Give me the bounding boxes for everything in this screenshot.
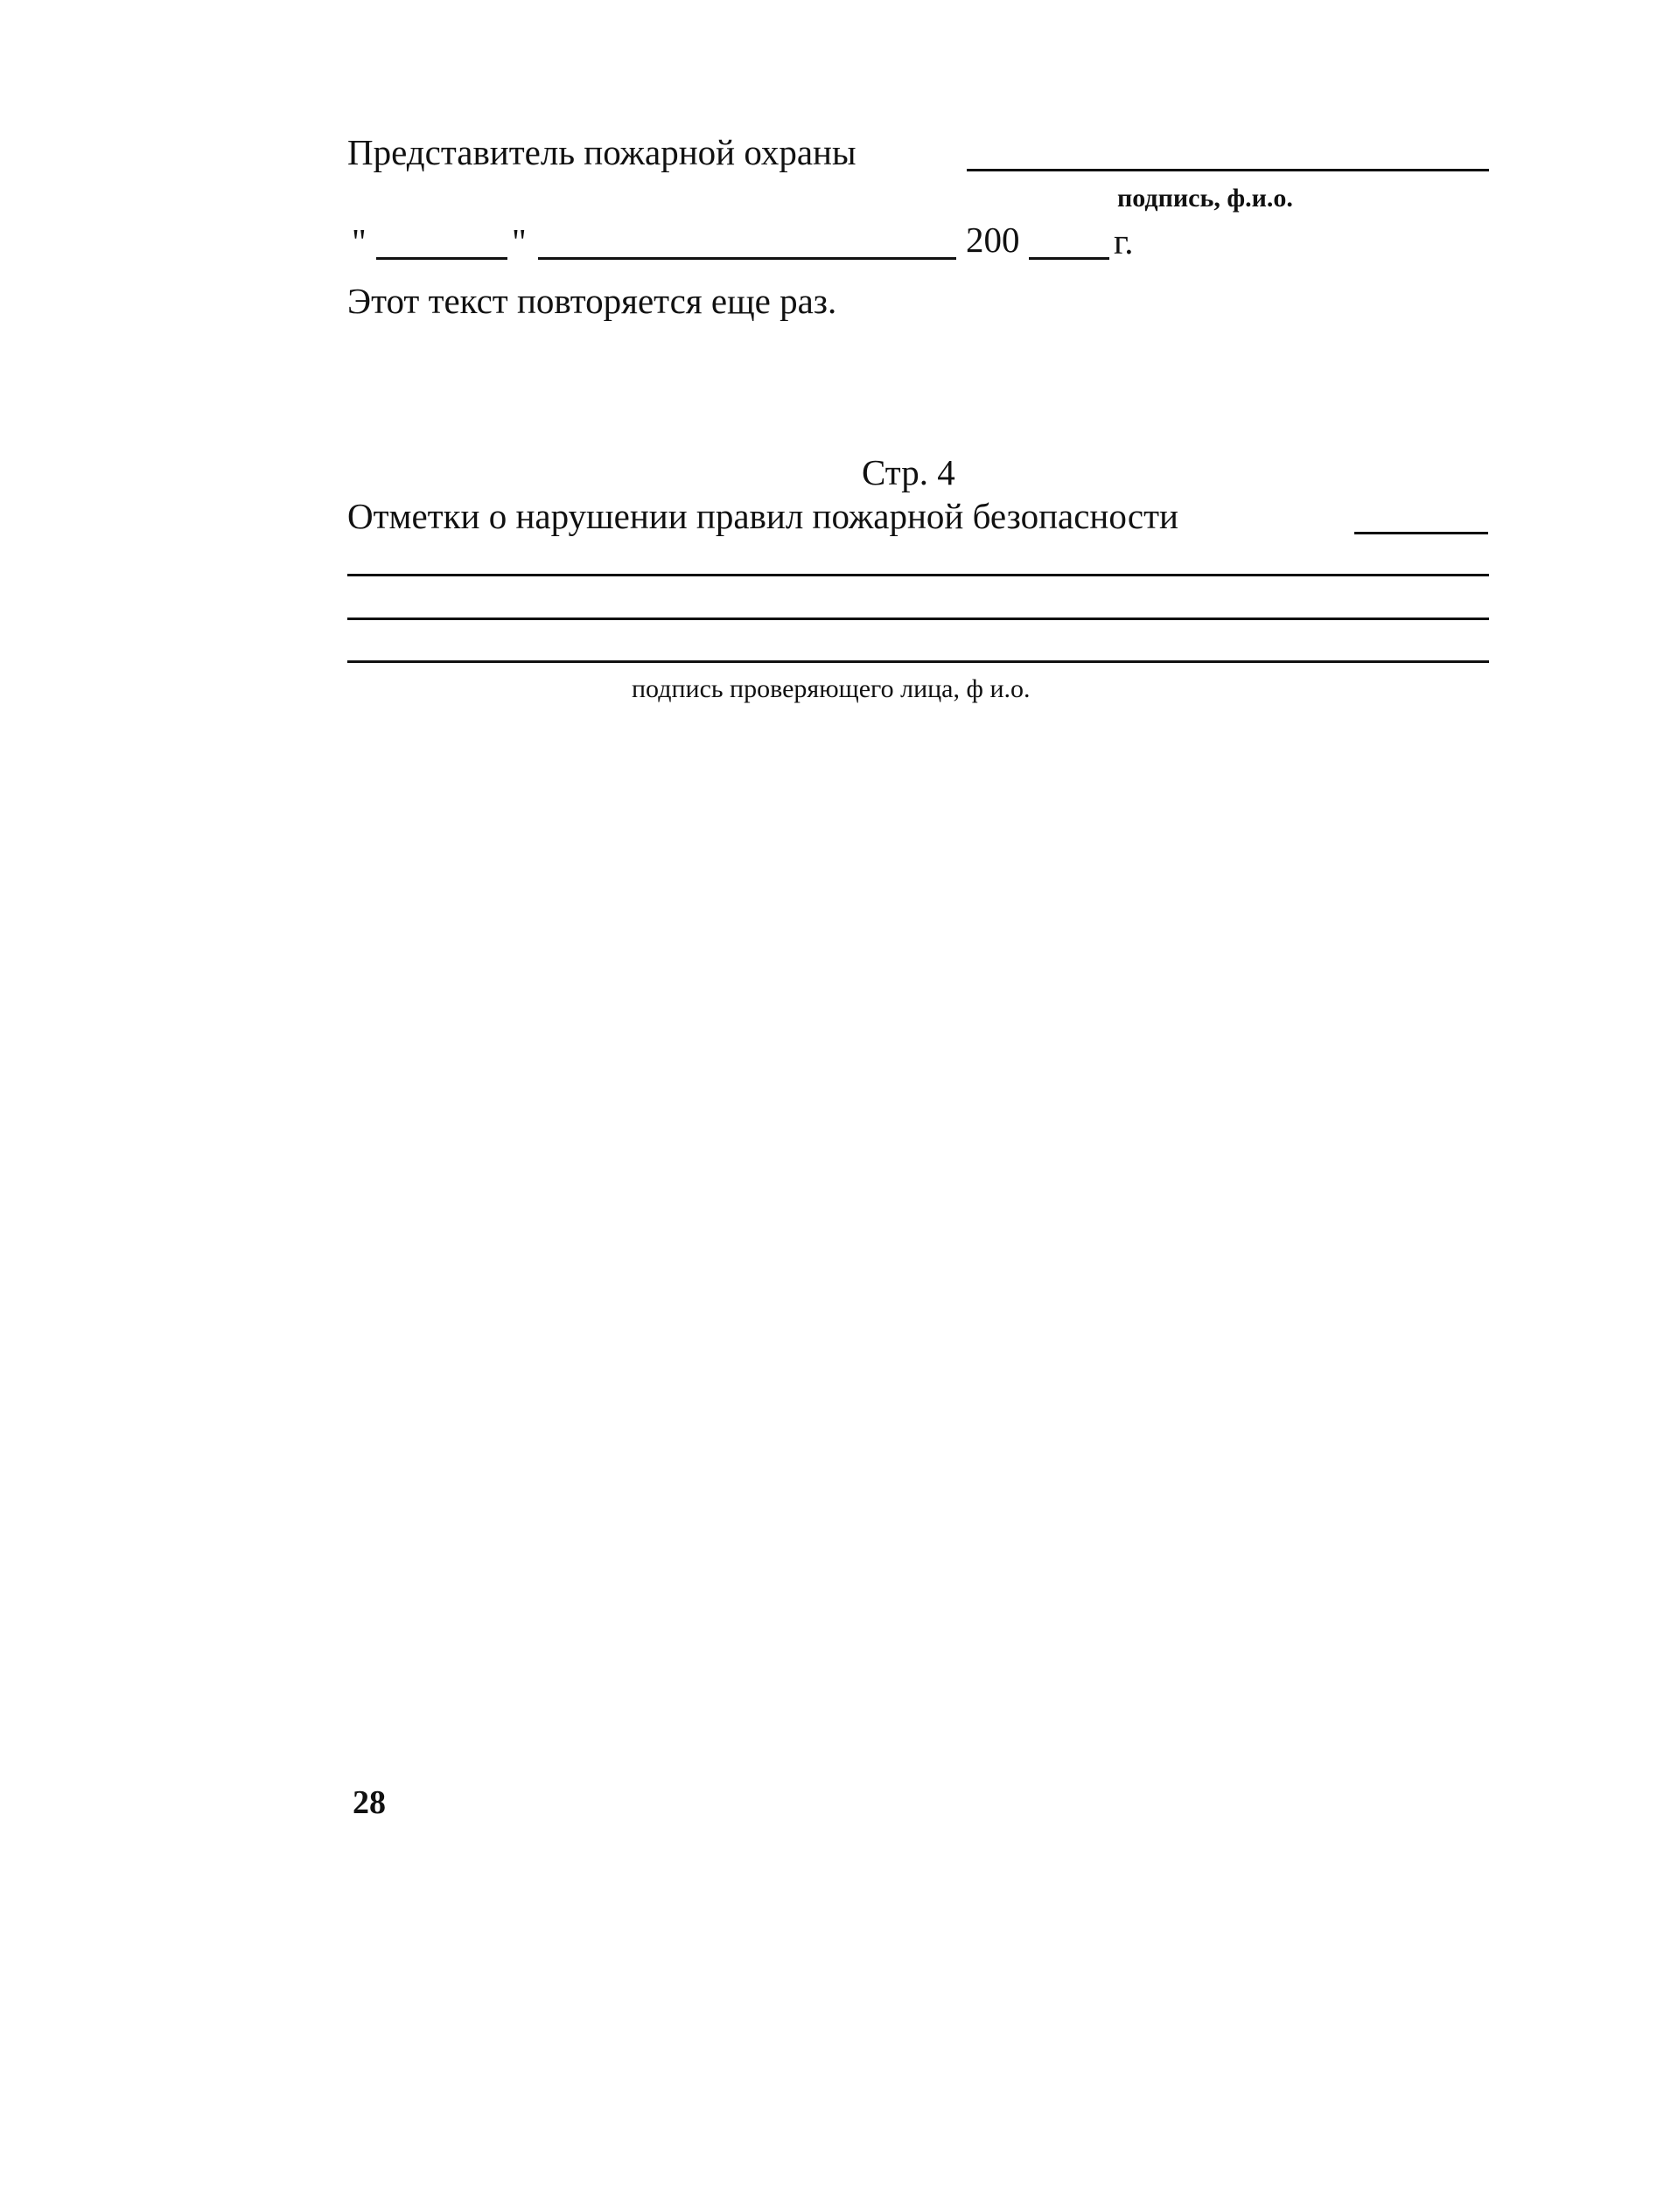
violations-signature-caption: подпись проверяющего лица, ф и.о. xyxy=(632,674,1031,703)
date-year-prefix: 200 xyxy=(966,220,1020,260)
date-day-line xyxy=(376,257,507,260)
representative-signature-line xyxy=(967,169,1489,171)
date-month-line xyxy=(538,257,956,260)
date-year-line xyxy=(1029,257,1109,260)
representative-signature-caption: подпись, ф.и.о. xyxy=(1117,184,1293,213)
violations-line-1 xyxy=(1354,532,1488,534)
repeat-note: Этот текст повторяется еще раз. xyxy=(347,281,837,321)
date-open-quote: " xyxy=(352,221,367,262)
violations-line-3 xyxy=(347,618,1489,620)
violations-line-4 xyxy=(347,660,1489,663)
date-close-quote: " xyxy=(512,221,527,262)
violations-label: Отметки о нарушении правил пожарной безопасности xyxy=(347,496,1178,536)
date-year-suffix: г. xyxy=(1114,221,1134,262)
representative-label: Представитель пожарной охраны xyxy=(347,132,856,172)
page-number: 28 xyxy=(353,1784,386,1821)
page-heading: Стр. 4 xyxy=(862,452,955,492)
violations-line-2 xyxy=(347,574,1489,576)
